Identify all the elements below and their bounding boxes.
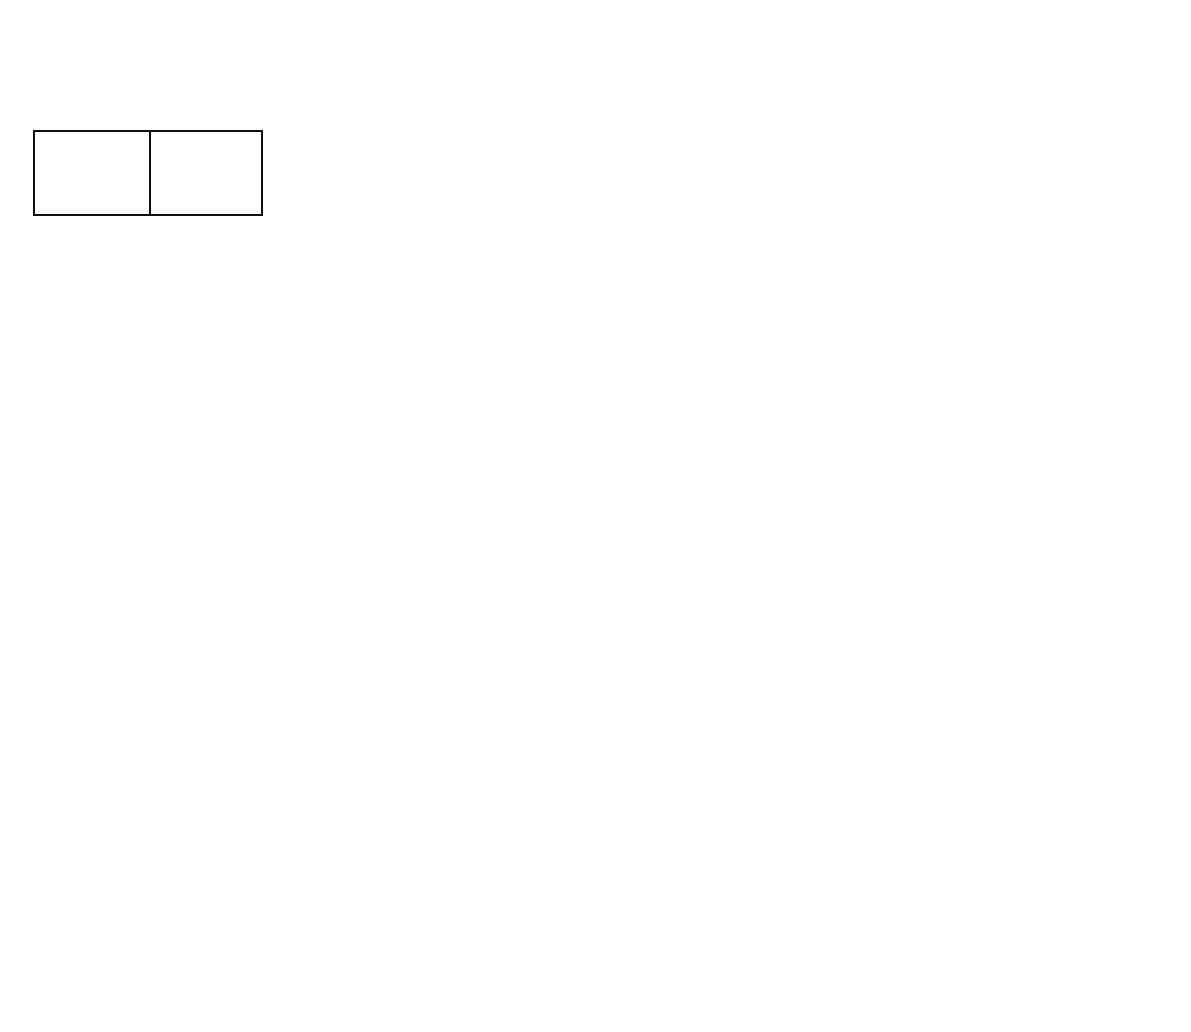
header-y [150, 131, 262, 215]
xy-value-table [33, 130, 263, 216]
header-x [34, 131, 150, 215]
